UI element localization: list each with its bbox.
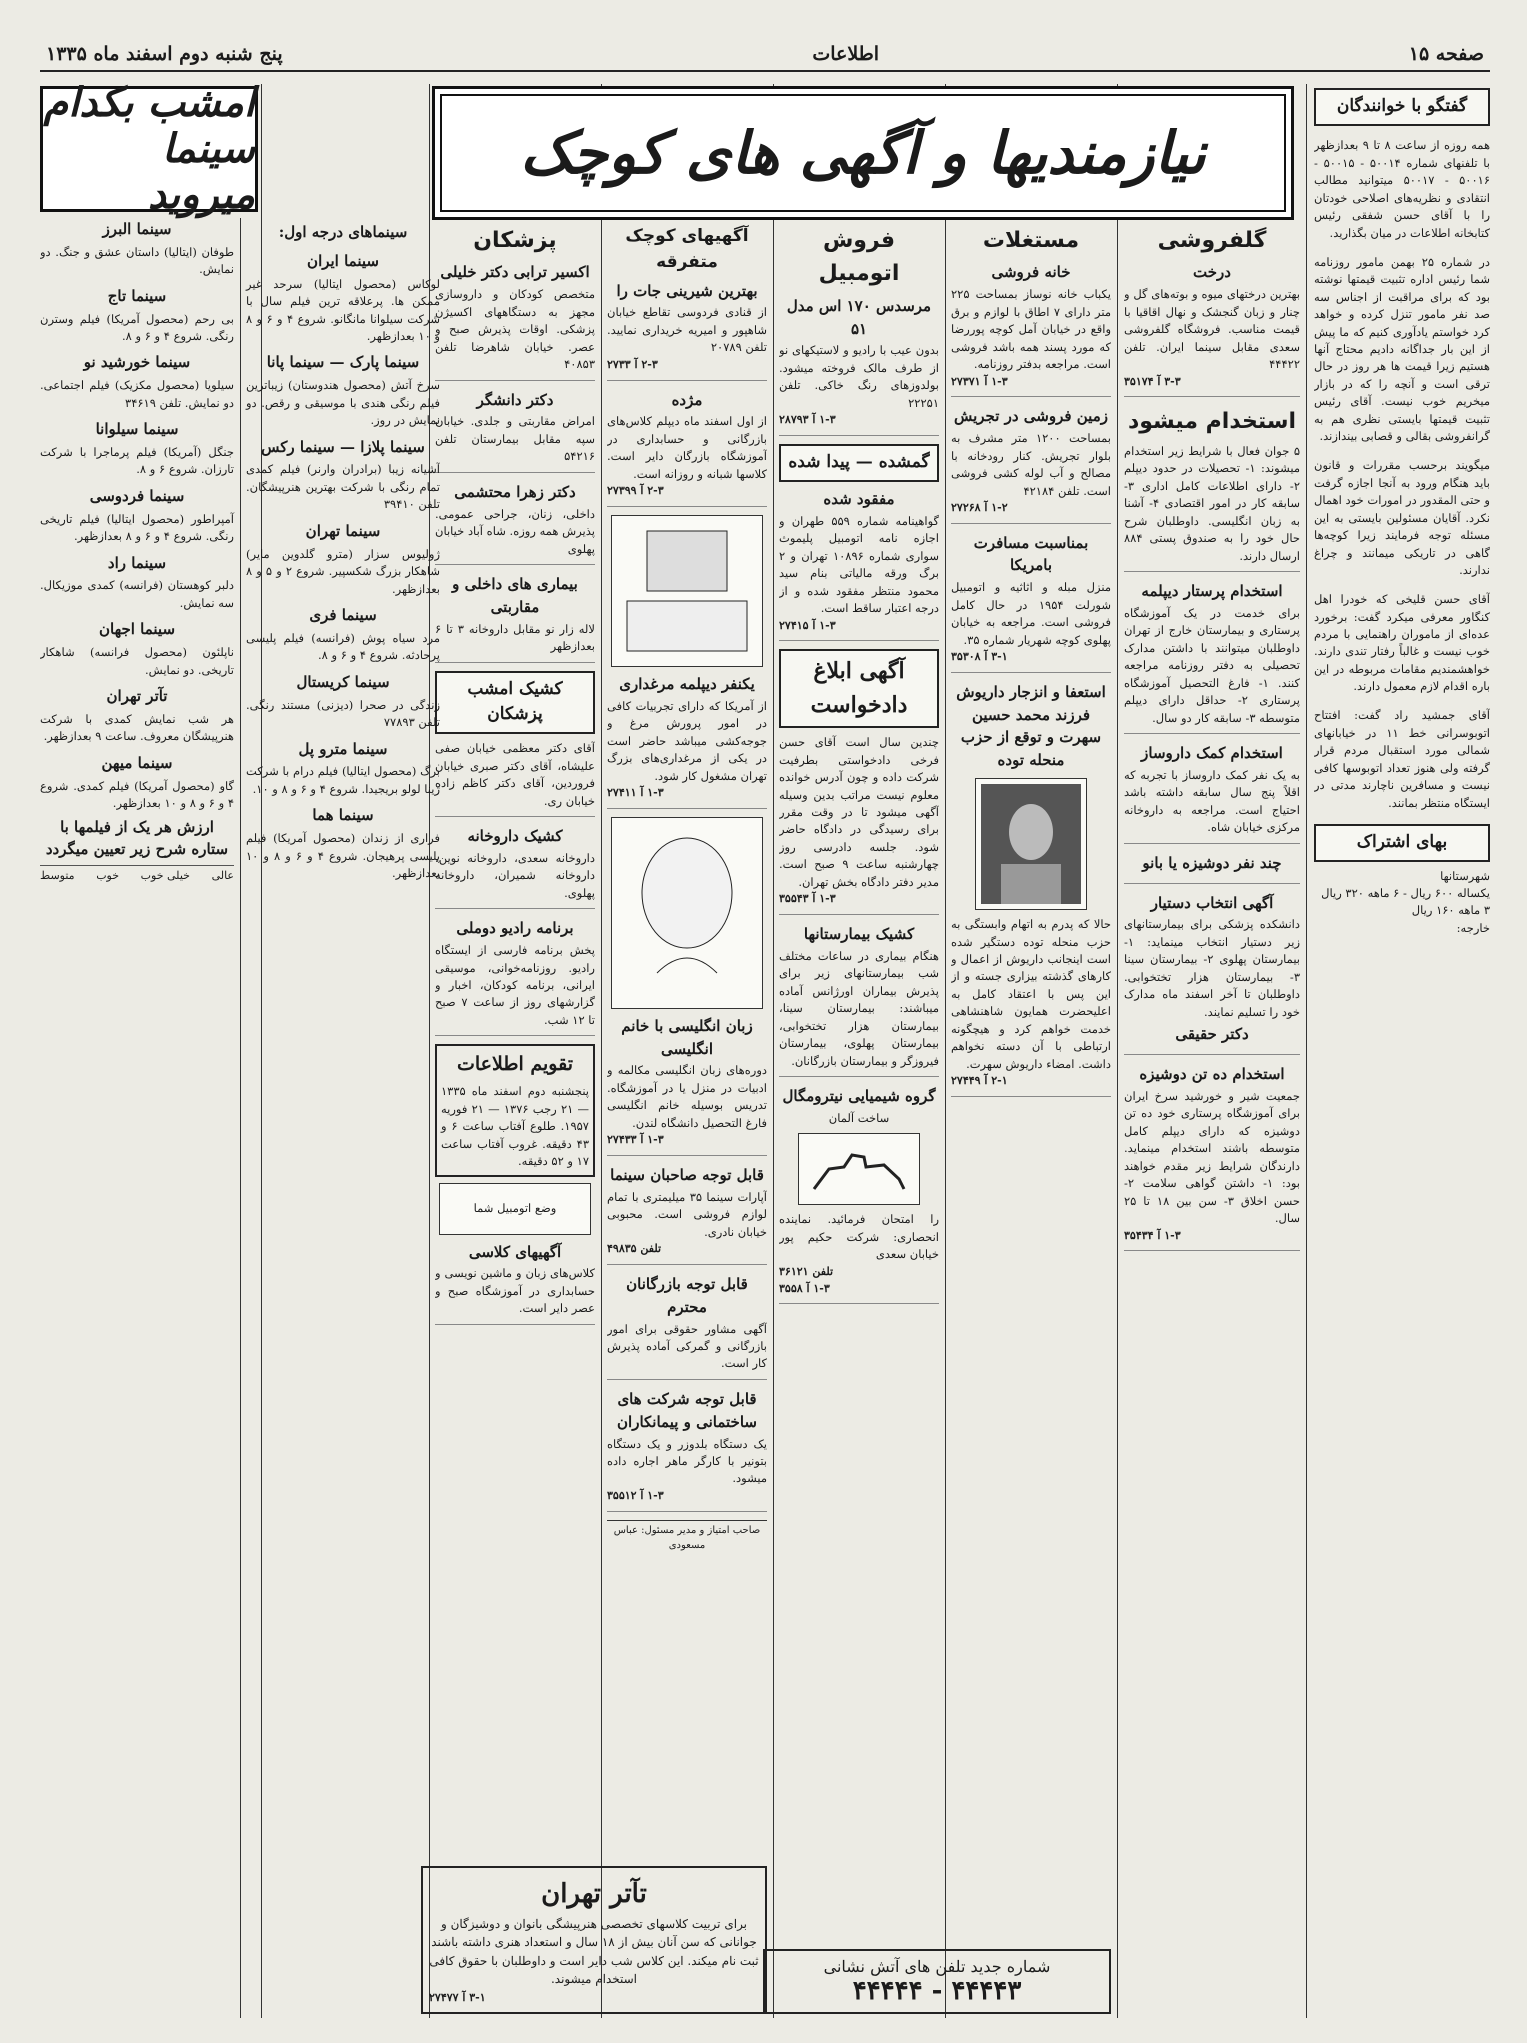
- lost-ad: [779, 488, 939, 641]
- ad-code: ۱-۳ آ ۲۷۴۳۳: [607, 1133, 664, 1147]
- court-notice-body: چندین سال است آقای حسن فرخی دادخواستی بطرفیت شرکت داده و چون آدرس خوانده معلوم نیست مراتب بدین وسیله آگهی میشود تا در وقت مقرر برای رسیدگی در دادگاه حاضر شود. جلسه دادرسی روز چهارشنبه ساعت ۹ صبح است. مدیر دفتر دادگاه بخش تهران.: [779, 735, 939, 889]
- tin-graphic: [617, 521, 757, 661]
- face-graphic: [617, 823, 757, 1003]
- doctor-ad: [435, 573, 595, 663]
- cinema-program: آمپراطور (محصول ایتالیا) فیلم تاریخی رنگی. شروع ۴ و ۶ و ۸ بعدازظهر.: [40, 511, 234, 544]
- doctor-ad: [435, 389, 595, 473]
- english-body: دوره‌های زبان انگلیسی مکالمه و ادبیات در منزل یا در آموزشگاه. تدریس بوسیله خانم انگلیسی فارغ التحصیل دانشگاه لندن.: [607, 1063, 767, 1130]
- cinema-program: فراری از زندان (محصول آمریکا) فیلم پلیسی پرهیجان. شروع ۴ و ۶ و ۸ و ۱۰ بعدازظهر.: [246, 831, 440, 881]
- ad-code: ۳-۱ آ ۳۵۳۰۸: [951, 650, 1008, 664]
- cinema-name: سینما ایران: [307, 251, 379, 270]
- ad-code: ۳-۳ آ ۳۵۱۷۴: [1124, 374, 1181, 388]
- cinema-listing: [40, 351, 234, 412]
- tehran-theater-title: تآتر تهران: [541, 1879, 647, 1910]
- flowers-sub: درخت: [1193, 263, 1231, 282]
- trade-body: آگهی مشاور حقوقی برای امور بازرگانی و گمرکی آماده پذیرش کار است.: [607, 1321, 767, 1371]
- cinema-name: سینما مترو پل: [298, 739, 388, 758]
- lost-found-heading: گمشده — پیدا شده: [779, 444, 939, 482]
- mercedes-ad: [779, 295, 939, 436]
- teacher-body: جمعیت شیر و خورشید سرخ ایران برای آموزشگاه پرستاری خود ده تن دوشیزه که دارای دیپلم کامل متوسطه باشند استخدام مینماید. دارندگان شرایط زیر مقدم خواهند بود: ۱- داشتن گواهی سلامت ۲- حسن اخلاق ۳- سن بین ۱۸ تا ۲۵ سال.: [1124, 1088, 1300, 1226]
- nurse-body: برای خدمت در یک آموزشگاه پرستاری و بیمارستان خارج از تهران داوطلبان میتوانند با داشتن مدارک تحصیلی به دفتر روزنامه مراجعه کنند. ۱- فارغ التحصیل آموزشگاه پرستاری ۲- حداقل دارای دیپلم متوسطه ۳- سابقه کار دو سال.: [1124, 605, 1300, 725]
- doctor-name: دکتر حقیقی: [1175, 1025, 1249, 1044]
- ad-code: ۱-۳ آ ۲۷۴۱۵: [779, 618, 836, 632]
- first-class-cinemas: [246, 221, 440, 244]
- classes-body: کلاس‌های زبان و ماشین نویسی و حسابداری در آموزشگاه صبح و عصر دایر است.: [435, 1266, 595, 1316]
- ad-code: ۱-۲ آ ۲۷۲۶۸: [951, 500, 1008, 514]
- cinema-name: سینما پارک — سینما پانا: [266, 353, 420, 372]
- realestate-heading: مستغلات: [982, 228, 1080, 253]
- cinema-name: سینما کریستال: [296, 672, 390, 691]
- doctors-column: [435, 218, 595, 1768]
- rating-scale: [40, 865, 234, 885]
- readers-letter: آقای جمشید راد گفت: افتتاح اتوبوسرانی خط ۱۱ در خیابانهای شمالی مورد استقبال مردم قرار گرفته ولی هنوز تعداد اتوبوسها کافی نیست و مسافرین ناچارند مدتی در ایستگاه منتظر بمانند.: [1314, 708, 1490, 810]
- cinema-program: برگ (محصول ایتالیا) فیلم درام با شرکت ژینا لولو بریجیدا. شروع ۴ و ۶ و ۸ و ۱۰.: [246, 764, 440, 796]
- cinema-equipment-ad: [607, 1164, 767, 1265]
- cinema-program: زندگی در صحرا (دیزنی) مستند رنگی. تلفن ۷۷۸۹۳: [246, 697, 440, 730]
- statement-body: حالا که پدرم به اتهام وابستگی به حزب منحله توده دستگیر شده است اینجانب داریوش از اعمال و کارهای گذشته بیزاری جسته و از این پس با اعتقاد کامل به اعلیحضرت همایون شاهنشاهی خدمت خواهم کرد و هیچگونه ارتباطی با آن دسته نخواهم داشت. امضاء داریوش سهرت.: [951, 917, 1111, 1071]
- assistant-body: دانشکده پزشکی برای بیمارستانهای زیر دستیار انتخاب مینماید: ۱- بیمارستان پهلوی ۲- بیمارستان سینا ۳- بیمارستان هزار تختخوابی. داوطلبان تا آخر اسفند ماه مدارک خود را تسلیم نمایند.: [1124, 917, 1300, 1019]
- camel-graphic: [804, 1139, 914, 1199]
- teacher-ad: [1124, 1063, 1300, 1251]
- trip-body: منزل مبله و اثاثیه و اتومبیل شورلت ۱۹۵۴ در حال کامل فروشی است. مراجعه به خیابان پهلوی کوچه شهریار شماره ۳۵.: [951, 580, 1111, 647]
- cinemas-column: [40, 218, 440, 2018]
- rating-title: ارزش هر یک از فیلمها با ستاره شرح زیر تعیین میگردد: [45, 817, 229, 859]
- pharmacy-title: کشیک داروخانه: [467, 827, 563, 846]
- land-ad: [951, 405, 1111, 523]
- statement-title: استعفا و انزجار داریوش فرزند محمد حسین سهرت و توقع از حزب منحله توده: [956, 682, 1106, 770]
- classes-ad: [435, 1241, 595, 1325]
- doctor-name: بیماری های داخلی و مقاربتی: [452, 574, 578, 616]
- cinema-listing: [40, 418, 234, 479]
- cinema-program: دلبر کوهستان (فرانسه) کمدی موزیکال. سه نمایش.: [40, 578, 234, 610]
- classes-title: آگهیهای کلاسی: [468, 1242, 562, 1261]
- subscription-title: بهای اشتراک: [1314, 824, 1490, 862]
- portrait-photo-graphic: [981, 784, 1081, 904]
- fire-phones-value: ۴۴۴۴۳ - ۴۴۴۴۴: [852, 1976, 1022, 2006]
- page-number: صفحه ۱۵: [1408, 43, 1484, 65]
- tyre-caption: وضع اتومبیل شما: [473, 1200, 557, 1215]
- cinema-name: سینما راد: [107, 553, 167, 572]
- cinema-name: سینما تهران: [305, 521, 381, 540]
- newspaper-page: [40, 38, 1490, 2018]
- cinema-program: ژولیوس سزار (مترو گلدوین مایر) شاهکار بزرگ شکسپیر. شروع ۲ و ۵ و ۸ بعدازظهر.: [246, 546, 440, 596]
- cinema-listing: [246, 604, 440, 665]
- readers-title: گفتگو با خوانندگان: [1314, 88, 1490, 126]
- cinema-listing: [246, 250, 440, 346]
- cinema-listing: [40, 752, 234, 813]
- poultry-title: یکنفر دیپلمه مرغداری: [619, 674, 755, 693]
- ad-code: ۱-۳ آ ۳۵۵۸: [779, 1281, 830, 1295]
- cinema-program: ناپلئون (محصول فرانسه) شاهکار تاریخی. دو نمایش.: [40, 645, 234, 677]
- teacher-title: استخدام ده تن دوشیزه: [1139, 1064, 1285, 1083]
- assistant-title: آگهی انتخاب دستیار: [1150, 893, 1274, 912]
- calendar-body: پنجشنبه دوم اسفند ماه ۱۳۳۵ — ۲۱ رجب ۱۳۷۶ — ۲۱ فوریه ۱۹۵۷. طلوع آفتاب ساعت ۶ و ۴۳ دقیقه. غروب آفتاب ساعت ۱۷ و ۵۲ دقیقه.: [441, 1084, 590, 1169]
- classifieds-banner-title: نیازمندیها و آگهی های کوچک: [520, 119, 1206, 187]
- cinema-banner: [40, 80, 258, 218]
- good-news-body: از اول اسفند ماه دیپلم کلاس‌های بازرگانی و حسابداری در آموزشگاه بازرگان دایر است. کلاسها شبانه و روزانه است.: [607, 414, 767, 481]
- doctor-body: امراض مقاربتی و جلدی. خیابان سپه مقابل بیمارستان تلفن ۵۴۲۱۶: [435, 414, 595, 464]
- contractor-title: قابل توجه شرکت های ساختمانی و پیمانکاران: [617, 1389, 757, 1431]
- readers-column: [1314, 84, 1490, 2018]
- ad-code: ۱-۳ آ ۲۷۴۱۱: [607, 786, 664, 800]
- nitromagal-ad: [779, 1085, 939, 1304]
- ad-code: ۱-۳ آ ۲۷۳۷۱: [951, 374, 1008, 388]
- jobs-heading: استخدام میشود: [1127, 409, 1297, 435]
- ad-code: ۲-۳ آ ۲۷۳۳: [607, 357, 658, 371]
- cinema-listing: [40, 285, 234, 346]
- classifieds-banner: [432, 86, 1294, 220]
- readers-intro: همه روزه از ساعت ۸ تا ۹ بعدازظهر با تلفنهای شماره ۵۰۰۱۴ - ۵۰۰۱۵ - ۵۰۰۱۶ - ۵۰۰۱۷ میتوانید مطالب انتقادی و نظریه‌های اصلاحی خودتان را با آقای حسن شفقی رئیس کتابخانه اطلاعات در میان بگذارید.: [1314, 138, 1490, 240]
- cinema-banner-title: امشب بکدام سینما میروید: [43, 80, 255, 218]
- contractor-ad: [607, 1388, 767, 1512]
- misc-heading: آگهیهای کوچک متفرقه: [625, 226, 749, 272]
- cinema-program: مرد سیاه پوش (فرانسه) فیلم پلیسی پرحادثه. شروع ۴ و ۶ و ۸.: [246, 630, 440, 663]
- good-news-title: مژده: [671, 390, 703, 409]
- doctor-name: دکتر زهرا محتشمی: [454, 482, 576, 501]
- nitromagal-body: را امتحان فرمائید. نماینده انحصاری: شرکت حکیم پور خیابان سعدی: [779, 1212, 939, 1262]
- product-tin-illustration: [611, 515, 763, 667]
- doctors-heading: پزشکان: [473, 228, 557, 253]
- cinema-program: سرخ آتش (محصول هندوستان) زیباترین فیلم رنگی هندی با موسیقی و رقص. دو نمایش در روز.: [246, 378, 440, 428]
- trade-title: قابل توجه بازرگانان محترم: [626, 1274, 748, 1316]
- house-title: خانه فروشی: [991, 263, 1071, 282]
- cinema-listing: [246, 436, 440, 514]
- english-ad: [607, 1015, 767, 1156]
- cinema-program: لوکاس (محصول ایتالیا) سرحد غیر ممکن ها. پرعلاقه ترین فیلم سال با شرکت سیلوانا مانگانو. شروع ۴ و ۶ و ۸ و ۱۰ بعدازظهر.: [246, 276, 440, 343]
- column-rule: [1117, 84, 1118, 2018]
- column-rule: [945, 84, 946, 2018]
- assistant-ad: [1124, 892, 1300, 1055]
- doctor-name: اکسیر ترابی دکتر خلیلی: [440, 263, 590, 282]
- rating-label: خوب: [96, 869, 120, 883]
- poultry-ad: [607, 673, 767, 809]
- cars-column: [779, 218, 939, 2018]
- ad-code: ۲-۱ آ ۲۷۴۴۹: [951, 1074, 1008, 1088]
- misc-column: [607, 218, 767, 2018]
- ad-code: ۱-۳ آ ۲۸۷۹۳: [779, 413, 836, 427]
- flowers-jobs-column: [1124, 218, 1300, 2018]
- house-body: یکباب خانه نوساز بمساحت ۲۲۵ متر دارای ۷ اطاق با لوازم و برق واقع در خیابان آمل کوچه پوررضا که مورد پسند همه باشد فروشی است. مراجعه بدفتر روزنامه.: [951, 287, 1111, 372]
- tyre-illustration: [439, 1183, 591, 1235]
- cinema-program: جنگل (آمریکا) فیلم پرماجرا با شرکت تارزان. شروع ۶ و ۸.: [40, 445, 234, 477]
- mercedes-body: بدون عیب با رادیو و لاستیکهای نو از طرف مالک فروخته میشود. بولدوزهای رنگ خاکی. تلفن ۲۲۲۵۱: [779, 343, 939, 410]
- pharmacy-body: داروخانه سعدی، داروخانه نوین، داروخانه شمیران، داروخانه پهلوی.: [435, 850, 595, 900]
- column-rule: [601, 84, 602, 2018]
- mercedes-title: مرسدس ۱۷۰ اس مدل ۵۱: [786, 296, 932, 338]
- land-body: بمساحت ۱۲۰۰ متر مشرف به بلوار تجریش. کنار رودخانه با مصالح و آب لوله کشی فروشی است. تلفن ۴۲۱۸۴: [951, 431, 1111, 498]
- cinema-listing: [246, 671, 440, 732]
- tehran-theater-body: برای تربیت کلاسهای تخصصی هنرپیشگی بانوان و دوشیزگان و جوانانی که سن آنان بیش از ۱۸ سال و استعداد هنری داشته باشند ثبت نام میکند. این کلاس شب دایر است و داوطلبان با حقوق کافی استخدام میشوند.: [429, 1916, 759, 1987]
- cinema-list: [40, 218, 440, 891]
- good-news-ad: [607, 389, 767, 507]
- publisher-line: صاحب امتیاز و مدیر مسئول: عباس مسعودی: [607, 1520, 767, 1553]
- sweets-body: از قنادی فردوسی تقاطع خیابان شاهپور و امیریه خریداری نمایید. تلفن ۲۰۷۸۹: [607, 305, 767, 355]
- cinema-program: سیلویا (محصول مکزیک) فیلم اجتماعی. دو نمایش. تلفن ۳۴۶۱۹: [40, 378, 234, 410]
- rating-label: عالی: [211, 869, 234, 883]
- cinema-listing: [246, 520, 440, 598]
- nitromagal-phone: تلفن ۳۶۱۲۱: [779, 1264, 834, 1278]
- first-class-title: سینماهای درجه اول:: [278, 223, 408, 241]
- calendar-box: [435, 1044, 595, 1176]
- flowers-heading: گلفروشی: [1157, 228, 1267, 253]
- fire-phones-title: شماره جدید تلفن های آتش نشانی: [823, 1957, 1051, 1976]
- girl-title: چند نفر دوشیزه یا بانو: [1142, 853, 1282, 872]
- english-title: زبان انگلیسی با خانم انگلیسی: [621, 1016, 753, 1058]
- cinema-listing: [40, 618, 234, 679]
- lost-sub: مفقود شده: [823, 489, 895, 508]
- cinema-name: سینما تاج: [107, 286, 167, 305]
- cinema-name: سینما هما: [312, 806, 374, 825]
- doctor-name: دکتر دانشگر: [476, 390, 554, 409]
- pharmacy-ad: [435, 825, 595, 909]
- cars-heading: فروش اتومبیل: [818, 228, 900, 287]
- sweets-ad: [607, 280, 767, 381]
- nurse-title: استخدام پرستار دیپلمه: [1141, 582, 1283, 601]
- hospital-ad: [779, 923, 939, 1077]
- doctor-body: متخصص کودکان و داروسازی مجهز به دستگاههای اکسیژن پزشکی. اوقات پذیرش صبح و عصر. خیابان شاهرضا تلفن ۴۰۸۵۳: [435, 287, 595, 372]
- subscription-row: خارجه:: [1456, 920, 1490, 935]
- readers-letter: آقای حسن قلیخی که خودرا اهل کنگاور معرفی میکرد گفت: برخورد عده‌ای از ماموران راهنمایی با مردم خوب نیست و غالباً رفتار تندی دارند. خواهشمندیم مقامات مربوطه در این باره اقدام لازم معمول دارند.: [1314, 592, 1490, 694]
- face-illustration: [611, 817, 763, 1009]
- cinema-listing: [40, 552, 234, 613]
- cinema-program: گاو (محصول آمریکا) فیلم کمدی. شروع ۴ و ۶ و ۸ و ۱۰ بعدازظهر.: [40, 778, 234, 811]
- cinema-listing: [40, 685, 234, 746]
- column-rule: [773, 84, 774, 2018]
- lost-body: گواهینامه شماره ۵۵۹ طهران و اجازه نامه اتومبیل پلیموث سواری شماره ۱۰۸۹۶ تهران و ۲ برگ ورقه مالیاتی بنام سید محمود منتظر مفقود شده و از درجه اعتبار ساقط است.: [779, 513, 939, 616]
- court-notice-ad: [779, 734, 939, 915]
- clerk-ad: [1124, 742, 1300, 844]
- cinema-program: آشیانه زیبا (برادران وارنر) فیلم کمدی تمام رنگی با شرکت بهترین هنرپیشگان. تلفن ۳۹۴۱۰: [246, 462, 440, 512]
- radio-body: پخش برنامه فارسی از ایستگاه رادیو. روزنامه‌خوانی، موسیقی ایرانی، برنامه کودکان، اخبار و گزارشهای روز از ساعت ۷ صبح تا ۱۲ شب.: [435, 943, 595, 1027]
- ad-code: ۳-۱ آ ۲۷۴۷۷: [429, 1990, 486, 2004]
- cinema-listing: [246, 738, 440, 799]
- poultry-body: از آمریکا که دارای تجربیات کافی در امور پرورش مرغ و جوجه‌کشی میباشد حاضر است در یکی از مرغداری‌های بزرگ تهران مشغول کار شود.: [607, 698, 767, 783]
- rating-legend: [40, 816, 234, 885]
- night-doctors-title: کشیک امشب پزشکان: [435, 671, 595, 735]
- tehran-theater-box: [421, 1866, 767, 2014]
- cinema-name: سینما فری: [309, 606, 377, 625]
- doctor-ad: [435, 481, 595, 565]
- subscription-row: شهرستانها: [1440, 868, 1490, 883]
- realestate-column: [951, 218, 1111, 2018]
- cinema-name: سینما اجهان: [98, 620, 176, 639]
- cinema-name: تآتر تهران: [106, 687, 168, 706]
- ad-code: ۱-۳ آ ۳۵۴۳۴: [1124, 1228, 1181, 1242]
- doctor-ad: [435, 261, 595, 380]
- subscription-row: ۳ ماهه ۱۶۰ ریال: [1411, 903, 1490, 918]
- night-doctors-body: آقای دکتر معظمی خیابان صفی علیشاه، آقای دکتر صبری خیابان فروردین، آقای دکتر کاظم زاده خیابان ری.: [435, 741, 595, 808]
- ad-code: ۱-۳ آ ۳۵۵۴۳: [779, 892, 836, 906]
- cinema-name: سینما پلازا — سینما رکس: [261, 437, 425, 456]
- cinema-listing: [40, 218, 234, 279]
- court-notice-heading: آگهی ابلاغ دادخواست: [779, 649, 939, 728]
- column-rule: [1306, 84, 1307, 2018]
- cinema-name: سینما البرز: [102, 220, 172, 238]
- cinema-listing: [246, 351, 440, 429]
- trade-ad: [607, 1273, 767, 1380]
- readers-letter: میگویند برحسب مقررات و قانون باید هنگام ورود به آنجا اجازه گرفت و حتی المقدور در امورات خود اهمال نکرد. آقایان مسئولین بایستی به این مسئله توجه فرمایند زیرا کوچه‌ها گاهی در تاریکی میمانند و چراغ ندارند.: [1314, 458, 1490, 578]
- radio-ad: [435, 917, 595, 1036]
- land-title: زمین فروشی در تجریش: [953, 407, 1108, 426]
- cinema-program: طوفان (ایتالیا) داستان عشق و جنگ. دو نمایش.: [40, 244, 234, 277]
- calendar-title: تقویم اطلاعات: [456, 1053, 573, 1076]
- flowers-body: بهترین درختهای میوه و بوته‌های گل و چنار و زبان گنجشک و نهال اقاقیا با قیمت مناسب. فروشگاه گلفروشی سعدی مقابل سینما ایران. تلفن ۴۴۴۲۲: [1124, 287, 1300, 372]
- nitromagal-sub: ساخت آلمان: [828, 1110, 890, 1125]
- issue-date: پنج شنبه دوم اسفند ماه ۱۳۳۵: [46, 43, 283, 65]
- fire-phones-box: [763, 1949, 1111, 2014]
- ad-code: ۱-۳ آ ۳۵۵۱۲: [607, 1488, 664, 1502]
- night-doctors-ad: [435, 740, 595, 817]
- ad-code: ۲-۳ آ ۲۷۳۹۹: [607, 484, 664, 498]
- rating-label: خیلی خوب: [140, 869, 190, 883]
- rating-label: متوسط: [40, 869, 75, 883]
- girl-ad: [1124, 852, 1300, 884]
- camel-illustration: [798, 1133, 920, 1205]
- cinema-listing: [40, 485, 234, 546]
- cinema-program: هر شب نمایش کمدی با شرکت هنرپیشگان معروف. ساعت ۹ بعدازظهر.: [40, 711, 234, 744]
- ad-code: تلفن ۴۹۸۳۵: [607, 1242, 662, 1256]
- clerk-title: استخدام کمک داروساز: [1141, 744, 1283, 763]
- doctor-body: لاله زار نو مقابل داروخانه ۳ تا ۶ بعدازظهر: [435, 621, 595, 654]
- radio-title: برنامه رادیو دوملی: [456, 919, 574, 938]
- nurse-ad: [1124, 580, 1300, 734]
- nitromagal-title: گروه شیمیایی نیترومگال: [782, 1087, 936, 1106]
- readers-letter: در شماره ۲۵ بهمن مامور روزنامه شما رئیس اداره تثبیت قیمتها نوشته بود که برای مراقبت از اجناس سه صد نفر مامور تنزل کرده و خواهد کرد خواستم یادآوری کنیم که ما پیش از این بار جداگانه دادیم محتاج آنها هستیم زیرا قیمت ها هر روز در حال ترقی است و آنچه را که در بازار میخریم خوب نیست. آقای رئیس تثبیت قیمتها بایستی نظری هم به گرانفروشی بقالی و قصابی بیندازند.: [1314, 254, 1490, 444]
- portrait-photo: [975, 778, 1087, 910]
- cinema-name: سینما میهن: [101, 753, 173, 772]
- jobs-ad: [1124, 443, 1300, 572]
- hospital-title: کشیک بیمارستانها: [803, 925, 915, 944]
- jobs-body: ۵ جوان فعال با شرایط زیر استخدام میشوند: ۱- تحصیلات در حدود دیپلم ۲- دارای اطلاعات کامل اداری ۳- سابقه کار در امور اقتصادی ۴- آشنا به زبان انگلیسی. داوطلبان شرح حال خود را به صندوق پستی ۸۸۴ ارسال دارند.: [1124, 443, 1300, 563]
- house-ad: [951, 261, 1111, 397]
- flowers-ad: [1124, 261, 1300, 397]
- contractor-body: یک دستگاه بلدوزر و یک دستگاه بتونیر با کارگر ماهر اجاره داده میشود.: [607, 1436, 767, 1486]
- cinema-equipment-title: قابل توجه صاحبان سینما: [610, 1166, 764, 1185]
- sweets-title: بهترین شیرینی جات را: [616, 281, 758, 300]
- statement-ad: [951, 681, 1111, 1097]
- cinema-program: بی رحم (محصول آمریکا) فیلم وسترن رنگی. شروع ۴ و ۶ و ۸.: [40, 311, 234, 343]
- hospital-body: هنگام بیماری در ساعات مختلف شب بیمارستانهای زیر برای پذیرش بیماران اورژانس آماده میباشند: بیمارستان سینا، بیمارستان هزار تختخوابی، بیمارستان پهلوی، بیمارستان فیروزگر و بیمارستان بازرگانان.: [779, 948, 939, 1068]
- cinema-listing: [246, 804, 440, 882]
- cinema-name: سینما سیلوانا: [95, 420, 179, 439]
- cinema-name: سینما فردوسی: [89, 486, 185, 505]
- cinema-equipment-body: آپارات سینما ۳۵ میلیمتری با تمام لوازم فروشی است. محبوبی خیابان نادری.: [607, 1189, 767, 1239]
- subscription-row: یکساله ۶۰۰ ریال - ۶ ماهه ۳۲۰ ریال: [1321, 886, 1490, 900]
- cinema-name: سینما خورشید نو: [83, 353, 191, 372]
- trip-title: بمناسبت مسافرت بامریکا: [973, 533, 1089, 575]
- masthead: اطلاعات: [812, 43, 880, 65]
- doctor-body: داخلی، زنان، جراحی عمومی. پذیرش همه روزه. شاه آباد خیابان پهلوی: [435, 506, 595, 556]
- trip-ad: [951, 532, 1111, 673]
- running-header: [40, 38, 1490, 72]
- clerk-body: به یک نفر کمک داروساز با تجربه که اقلاً پنج سال سابقه داشته باشد احتیاج است. مراجعه به داروخانه مرکزی خیابان شاه.: [1124, 767, 1300, 835]
